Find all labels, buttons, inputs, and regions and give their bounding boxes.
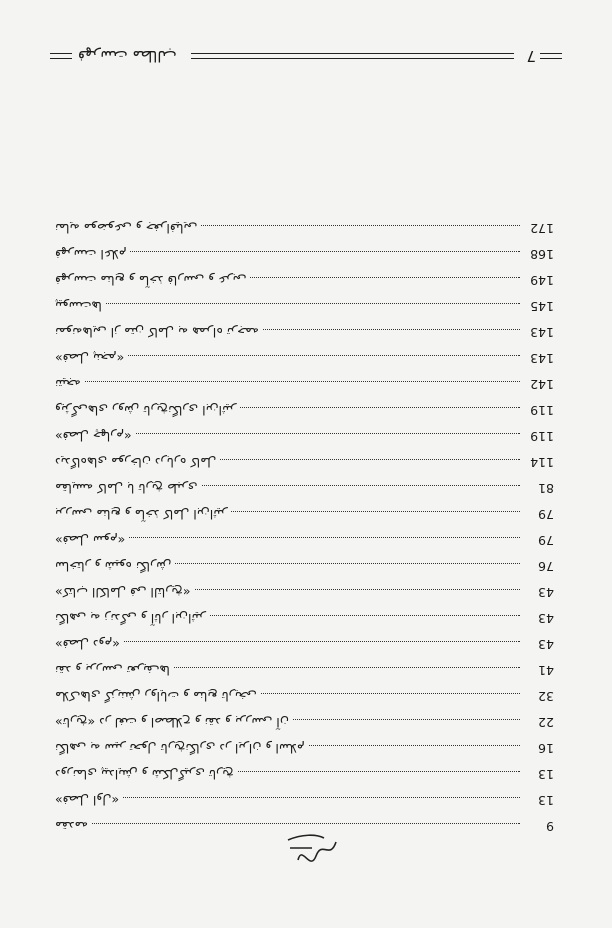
toc-leader-dots — [106, 303, 520, 304]
toc-entry-page: 114 — [530, 455, 554, 471]
toc-entry-page: 16 — [538, 741, 554, 757]
toc-leader-dots — [240, 407, 520, 408]
toc-entry-title: نمونه‌هایی از متن کامل به همراه ترجمه — [55, 325, 259, 341]
toc-leader-dots — [85, 381, 520, 382]
toc-leader-dots — [175, 563, 520, 564]
toc-entry — [55, 586, 554, 612]
toc-entry-title: بررسی منابع و مآخذ کامل ابن‌اثیر — [55, 507, 228, 523]
toc-entry-page: 145 — [530, 299, 554, 315]
toc-entry — [55, 612, 554, 638]
toc-leader-dots — [238, 771, 520, 772]
toc-entry — [55, 456, 554, 482]
toc-entry-title: «فصل سوم» — [55, 533, 126, 549]
header-title: فهرست مطالب — [78, 47, 177, 65]
header-rule-short-end — [540, 53, 562, 59]
toc-entry-page: 119 — [530, 403, 554, 419]
toc-entry-page: 79 — [538, 507, 554, 523]
toc-entry-title: «فصل چهارم» — [55, 429, 132, 445]
toc-entry-title: مقدمه — [55, 819, 88, 835]
toc-entry-title: «کتاب الکامل فی التاریخ» — [55, 585, 191, 601]
toc-entry-title: «فصل دوم» — [55, 637, 120, 653]
toc-entry-page: 43 — [538, 637, 554, 653]
toc-entry — [55, 482, 554, 508]
toc-entry-page: 149 — [530, 273, 554, 289]
toc-entry-title: مقایسه کامل با تاریخ طبری — [55, 481, 198, 497]
toc-entry-page: 43 — [538, 611, 554, 627]
toc-entry-page: 79 — [538, 533, 554, 549]
toc-leader-dots — [128, 355, 520, 356]
toc-leader-dots — [210, 615, 520, 616]
toc-entry — [55, 274, 554, 300]
toc-entry-title: دورنمای پیدایش و شکل‌گیری تاریخ — [55, 767, 234, 783]
toc-entry — [55, 300, 554, 326]
toc-entry-title: ویژگی‌های روش تاریخ‌نگاری ابن‌اثیر — [55, 403, 237, 419]
toc-entry-title: پیوست‌ها — [55, 299, 102, 315]
toc-entry-title: دیدگاه‌های مورخان درباره کامل — [55, 455, 217, 471]
toc-entry-page: 22 — [538, 715, 554, 731]
toc-entry-page: 168 — [530, 247, 554, 263]
toc-entry-page: 41 — [538, 663, 554, 679]
toc-entry — [55, 664, 554, 690]
toc-leader-dots — [250, 277, 520, 278]
header-page-number: 7 — [526, 47, 536, 65]
toc-entry-page: 13 — [538, 767, 554, 783]
toc-leader-dots — [201, 225, 520, 226]
toc-leader-dots — [136, 433, 520, 434]
toc-entry-title: «فصل پنجم» — [55, 351, 125, 367]
toc-leader-dots — [92, 823, 520, 824]
toc-leader-dots — [129, 537, 520, 538]
toc-leader-dots — [263, 329, 520, 330]
toc-entry-page: 13 — [538, 793, 554, 809]
toc-leader-dots — [202, 485, 520, 486]
toc-leader-dots — [309, 745, 520, 746]
toc-entry-title: فهرست اعلام — [55, 247, 127, 263]
toc-leader-dots — [174, 667, 520, 668]
toc-entry — [55, 352, 554, 378]
toc-entry — [55, 222, 554, 248]
toc-entry — [55, 508, 554, 534]
toc-entry-title: نمایه موضوعی و جغرافیایی — [55, 221, 198, 237]
table-of-contents — [55, 222, 554, 846]
toc-entry — [55, 794, 554, 820]
toc-entry-page: 32 — [538, 689, 554, 705]
toc-entry — [55, 768, 554, 794]
toc-entry-title: نقد و بررسی تعریف‌ها — [55, 663, 170, 679]
toc-leader-dots — [261, 693, 520, 694]
toc-entry — [55, 742, 554, 768]
toc-entry — [55, 430, 554, 456]
toc-entry-title: ملاک‌های گزینش روایات و منابع تاریخی — [55, 689, 257, 705]
toc-entry — [55, 560, 554, 586]
toc-leader-dots — [124, 641, 520, 642]
toc-entry-title: «تاریخ» در لغت و اصطلاح و نقد و بررسی آن — [55, 715, 289, 731]
toc-entry — [55, 534, 554, 560]
toc-entry-page: 172 — [530, 221, 554, 237]
toc-entry-title: فهرست منابع و مآخذ فارسی و عربی — [55, 273, 247, 289]
toc-entry — [55, 248, 554, 274]
toc-entry-page: 81 — [538, 481, 554, 497]
toc-entry-page: 143 — [530, 351, 554, 367]
toc-entry-page: 142 — [530, 377, 554, 393]
toc-entry — [55, 378, 554, 404]
toc-entry-page: 9 — [546, 819, 554, 835]
toc-leader-dots — [220, 459, 520, 460]
toc-entry-title: نگاهی به زندگی و آثار ابن‌اثیر — [55, 611, 206, 627]
running-header — [50, 44, 562, 68]
toc-leader-dots — [195, 589, 520, 590]
toc-entry-title: نتیجه — [55, 377, 81, 393]
toc-entry-title: «فصل اول» — [55, 793, 120, 809]
toc-entry-title: ساختار و شیوه نگارش — [55, 559, 172, 575]
header-rule-short — [50, 53, 72, 59]
toc-entry — [55, 690, 554, 716]
toc-entry — [55, 638, 554, 664]
toc-entry-page: 76 — [538, 559, 554, 575]
header-rule — [191, 53, 515, 59]
toc-leader-dots — [123, 797, 520, 798]
toc-entry-page: 143 — [530, 325, 554, 341]
toc-entry — [55, 326, 554, 352]
toc-entry — [55, 404, 554, 430]
toc-leader-dots — [293, 719, 520, 720]
toc-entry-page: 119 — [530, 429, 554, 445]
toc-entry-title: نگاهی به سیر تحول تاریخ‌نگاری در ایران و اسلام — [55, 741, 305, 757]
toc-leader-dots — [231, 511, 520, 512]
toc-entry-page: 43 — [538, 585, 554, 601]
toc-leader-dots — [130, 251, 520, 252]
signature-mark — [280, 830, 342, 870]
toc-entry — [55, 716, 554, 742]
